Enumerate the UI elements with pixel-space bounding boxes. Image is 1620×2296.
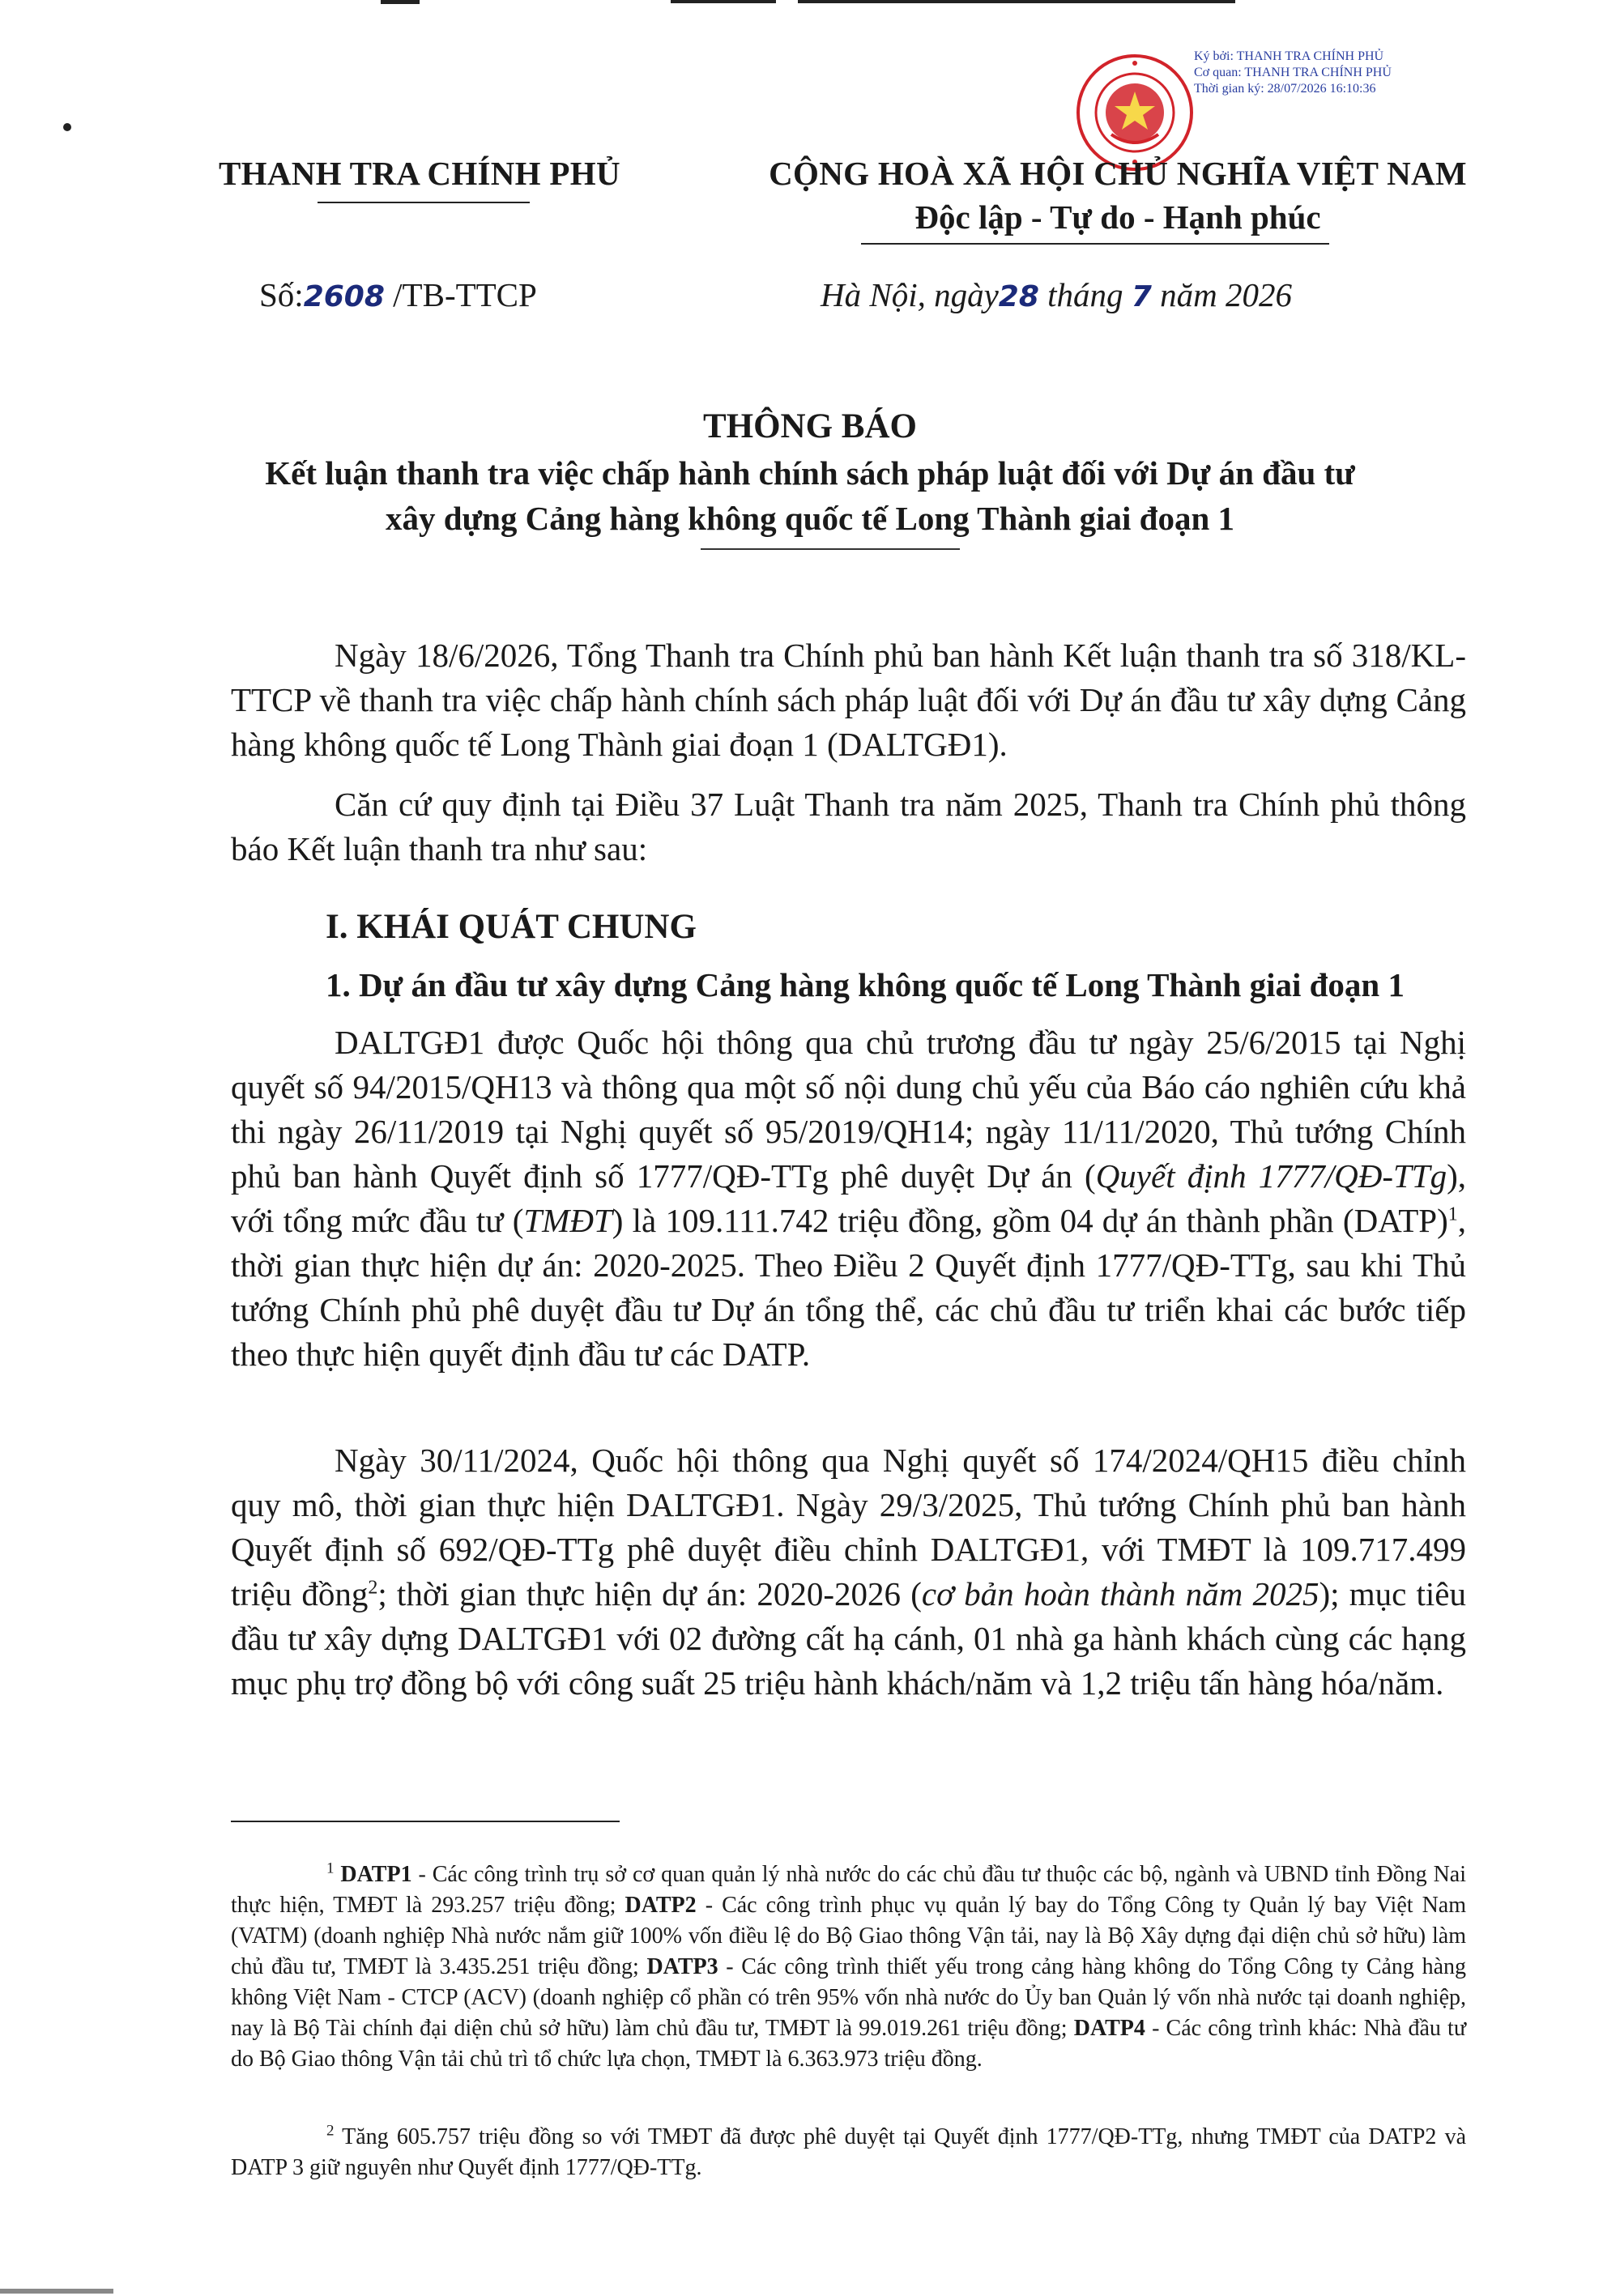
footnote-text: Tăng 605.757 triệu đồng so với TMĐT đã được phê duyệt tại Quyết định 1777/QĐ-TTg, nhưng TMĐT của DATP2 và DATP 3 giữ nguyên như Quyết định 1777/QĐ-TTg. <box>231 2124 1466 2180</box>
handwritten-number: 2608 <box>303 280 385 313</box>
document-subtitle-line2: xây dựng Cảng hàng không quốc tế Long Thành giai đoạn 1 <box>385 500 1235 537</box>
document-number-prefix: Số: <box>259 276 304 313</box>
paragraph-basis: Căn cứ quy định tại Điều 37 Luật Thanh tra năm 2025, Thanh tra Chính phủ thông báo Kết luận thanh tra như sau: <box>231 786 1466 867</box>
footnote-text: - Các công trình trụ sở cơ quan quản lý nhà nước do các chủ đầu tư thuộc các bộ, ngành và UBND tỉnh Đồng Nai thực hiện, TMĐT là 293.257 triệu đồng; <box>231 1862 1467 1918</box>
motto-underline <box>861 243 1329 245</box>
signature-signed-by: Ký bởi: THANH TRA CHÍNH PHỦ <box>1194 49 1384 63</box>
section-heading: I. KHÁI QUÁT CHUNG <box>326 908 697 946</box>
place-prefix: Hà Nội, ngày <box>821 276 999 313</box>
subsection-heading: 1. Dự án đầu tư xây dựng Cảng hàng không quốc tế Long Thành giai đoạn 1 <box>326 966 1405 1003</box>
document-number-suffix: /TB-TTCP <box>393 276 537 313</box>
signature-time: Thời gian ký: 28/07/2026 16:10:36 <box>1194 82 1376 96</box>
scan-artifact <box>0 2289 113 2294</box>
footnote-ref-2[interactable]: 2 <box>368 1577 378 1599</box>
document-title: THÔNG BÁO <box>702 407 917 445</box>
scan-artifact <box>671 0 776 3</box>
handwritten-day: 28 <box>998 280 1039 313</box>
footnote-text: - Các công trình phục vụ quản lý bay do Tổng Công ty Quản lý bay Việt Nam (VATM) (doanh nghiệp Nhà nước nắm giữ 100% vốn điều lệ do Bộ Giao thông Vận tải, nay là Bộ Xây dựng đại diện chủ sở hữu) làm chủ đầu tư, TMĐT là 3.435.251 triệu đồng; <box>231 1893 1466 1979</box>
scan-artifact <box>798 0 1235 3</box>
text-run: ) là 109.111.742 triệu đồng, gồm 04 dự án thành phần (DATP) <box>612 1202 1448 1239</box>
footnote-1 <box>231 1859 1466 2075</box>
footnote-term: DATP3 <box>646 1954 718 1979</box>
footnote-2 <box>231 2122 1466 2183</box>
document-subtitle-line1: Kết luận thanh tra việc chấp hành chính sách pháp luật đối với Dự án đầu tư <box>265 454 1355 492</box>
national-motto: Độc lập - Tự do - Hạnh phúc <box>914 198 1321 236</box>
scan-artifact <box>381 0 420 4</box>
title-underline <box>701 548 960 550</box>
text-run: DALTGĐ1 được Quốc hội thông qua chủ trương đầu tư ngày 25/6/2015 tại Nghị quyết số 94/2015/QH13 và thông qua một số nội dung chủ yếu của Báo cáo nghiên cứu khả thi ngày 26/11/2019 tại Nghị quyết số 95/2019/QH14; ngày 11/11/2020, Thủ tướng Chính phủ ban hành Quyết định số 1777/QĐ-TTg phê duyệt Dự án ( <box>231 1024 1466 1195</box>
text-run: ), với tổng mức đầu tư ( <box>231 1157 1467 1239</box>
footnote-separator <box>231 1821 620 1822</box>
footnote-term: DATP1 <box>340 1862 412 1887</box>
footnote-mark: 1 <box>326 1859 335 1877</box>
place-and-date <box>821 275 1292 314</box>
signature-agency: Cơ quan: THANH TRA CHÍNH PHỦ <box>1194 66 1392 79</box>
year-text: năm 2026 <box>1160 276 1292 313</box>
text-run-italic: TMĐT <box>523 1202 612 1239</box>
paragraph-intro: Ngày 18/6/2026, Tổng Thanh tra Chính phủ ban hành Kết luận thanh tra số 318/KL-TTCP về thanh tra việc chấp hành chính sách pháp luật đối với Dự án đầu tư xây dựng Cảng hàng không quốc tế Long Thành giai đoạn 1 (DALTGĐ1). <box>231 637 1466 763</box>
text-run-italic: Quyết định 1777/QĐ-TTg <box>1095 1157 1447 1195</box>
national-title: CỘNG HOÀ XÃ HỘI CHỦ NGHĨA VIỆT NAM <box>769 155 1467 192</box>
text-run: , thời gian thực hiện dự án: 2020-2025. Theo Điều 2 Quyết định 1777/QĐ-TTg, sau khi Thủ tướng Chính phủ phê duyệt đầu tư Dự án tổng thể, các chủ đầu tư triển khai các bước tiếp theo thực hiện quyết định đầu tư các DATP. <box>231 1202 1466 1373</box>
text-run: ; thời gian thực hiện dự án: 2020-2026 ( <box>377 1575 922 1612</box>
paragraph-project-overview <box>231 1020 1466 1377</box>
footnote-term: DATP4 <box>1073 2016 1145 2041</box>
issuing-agency: THANH TRA CHÍNH PHỦ <box>219 155 620 192</box>
text-run: Ngày 30/11/2024, Quốc hội thông qua Nghị quyết số 174/2024/QH15 điều chỉnh quy mô, thời gian thực hiện DALTGĐ1. Ngày 29/3/2025, Thủ tướng Chính phủ ban hành Quyết định số 692/QĐ-TTg phê duyệt điều chỉnh DALTGĐ1, với TMĐT là 109.717.499 triệu đồng <box>231 1442 1466 1612</box>
footnote-text: - Các công trình thiết yếu trong cảng hàng không do Tổng Công ty Cảng hàng không Việt Nam - CTCP (ACV) (doanh nghiệp cổ phần có trên 95% vốn nhà nước do Ủy ban Quản lý vốn nhà nước tại doanh nghiệp, nay là Bộ Tài chính đại diện chủ sở hữu) làm chủ đầu tư, TMĐT là 99.019.261 triệu đồng; <box>231 1954 1466 2041</box>
footnote-text: - Các công trình khác: Nhà đầu tư do Bộ Giao thông Vận tải chủ trì tổ chức lựa chọn, TMĐT là 6.363.973 triệu đồng. <box>231 2016 1466 2072</box>
agency-underline <box>318 202 530 203</box>
scan-artifact <box>63 123 71 131</box>
footnote-term: DATP2 <box>625 1893 697 1918</box>
document-number <box>259 275 537 314</box>
month-word: tháng <box>1047 276 1123 313</box>
handwritten-month: 7 <box>1131 280 1152 313</box>
text-run: ); mục tiêu đầu tư xây dựng DALTGĐ1 với 02 đường cất hạ cánh, 01 nhà ga hành khách cùng các hạng mục phụ trợ đồng bộ với công suất 25 triệu hành khách/năm và 1,2 triệu tấn hàng hóa/năm. <box>231 1575 1466 1702</box>
footnote-ref-1[interactable]: 1 <box>1447 1203 1458 1225</box>
text-run-italic: cơ bản hoàn thành năm 2025 <box>921 1575 1319 1612</box>
paragraph-adjustment <box>231 1438 1466 1706</box>
footnote-mark: 2 <box>326 2122 335 2140</box>
